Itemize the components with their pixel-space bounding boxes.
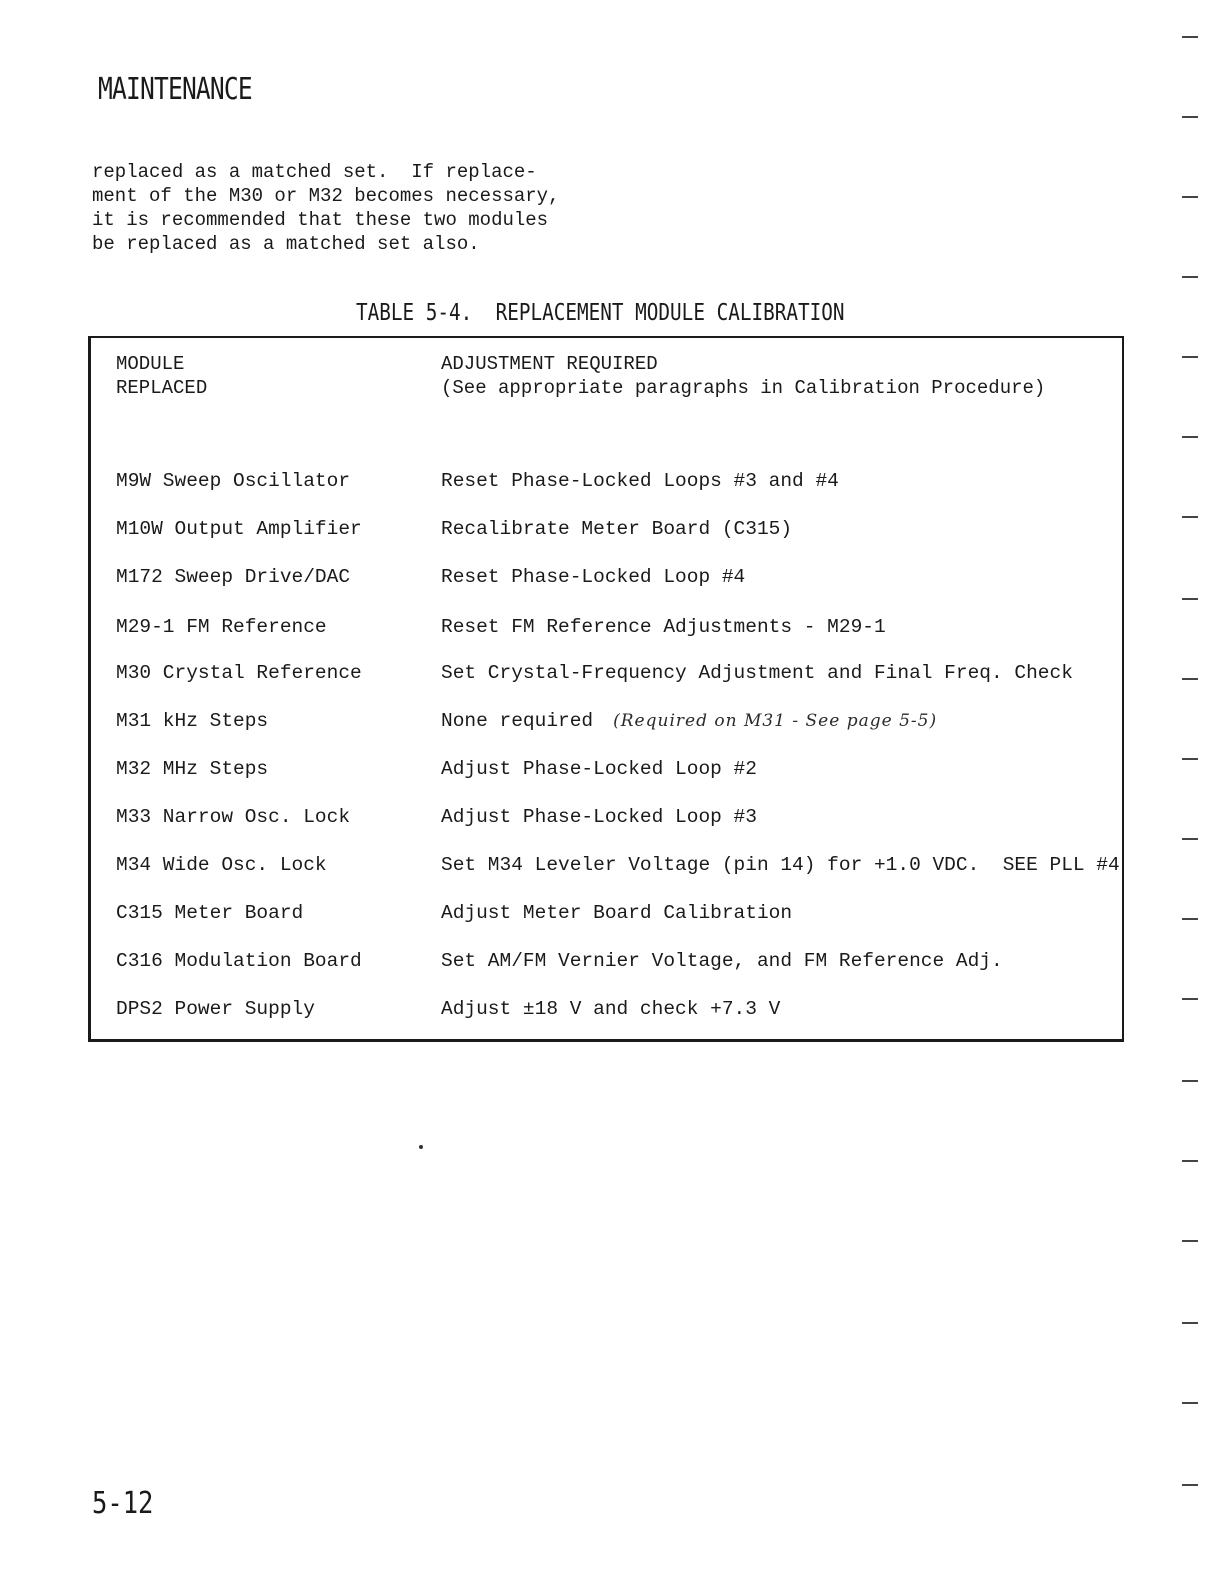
binder-edge-mark [1182, 1322, 1198, 1324]
column-header-module [116, 352, 207, 400]
column-header-line: (See appropriate paragraphs in Calibration Procedure) [441, 377, 1046, 399]
table-caption: TABLE 5-4. REPLACEMENT MODULE CALIBRATION [356, 300, 845, 326]
adjustment-cell: Adjust Meter Board Calibration [441, 902, 793, 924]
calibration-table [88, 336, 1124, 1042]
table-row [91, 758, 1122, 788]
binder-edge-mark [1182, 758, 1198, 760]
table-row [91, 806, 1122, 836]
binder-edge-mark [1182, 1402, 1198, 1404]
module-cell: M29-1 FM Reference [116, 616, 327, 638]
adjustment-cell: Reset Phase-Locked Loop #4 [441, 566, 746, 588]
adjustment-cell: Set Crystal-Frequency Adjustment and Final Freq. Check [441, 662, 1073, 684]
module-cell: M172 Sweep Drive/DAC [116, 566, 351, 588]
binder-edge-mark [1182, 516, 1198, 518]
table-row [91, 854, 1122, 884]
table-row [91, 566, 1122, 596]
binder-edge-mark [1182, 598, 1198, 600]
module-cell: M31 kHz Steps [116, 710, 269, 732]
module-cell: M30 Crystal Reference [116, 662, 362, 684]
adjustment-cell: Recalibrate Meter Board (C315) [441, 518, 793, 540]
binder-edge-mark [1182, 1160, 1198, 1162]
intro-paragraph [92, 160, 572, 256]
module-cell: C316 Modulation Board [116, 950, 362, 972]
table-row [91, 616, 1122, 646]
scan-speck [419, 1145, 423, 1149]
section-title: MAINTENANCE [98, 72, 252, 107]
module-cell: M33 Narrow Osc. Lock [116, 806, 351, 828]
binder-edge-mark [1182, 1240, 1198, 1242]
module-cell: M10W Output Amplifier [116, 518, 362, 540]
table-row [91, 662, 1122, 692]
intro-line: it is recommended that these two modules [92, 209, 549, 231]
binder-edge-mark [1182, 36, 1198, 38]
adjustment-text: None required [441, 710, 594, 732]
binder-edge-mark [1182, 678, 1198, 680]
column-header-line: ADJUSTMENT REQUIRED [441, 353, 658, 375]
column-header-line: MODULE [116, 353, 185, 375]
table-row [91, 902, 1122, 932]
binder-edge-mark [1182, 998, 1198, 1000]
intro-line: be replaced as a matched set also. [92, 233, 480, 255]
table-row [91, 998, 1122, 1028]
adjustment-cell: Adjust ±18 V and check +7.3 V [441, 998, 781, 1020]
module-cell: M9W Sweep Oscillator [116, 470, 351, 492]
module-cell: C315 Meter Board [116, 902, 304, 924]
binder-edge-mark [1182, 1080, 1198, 1082]
column-header-line: REPLACED [116, 377, 208, 399]
module-cell: M32 MHz Steps [116, 758, 269, 780]
handwritten-note: (Required on M31 - See page 5-5) [613, 711, 938, 731]
table-row [91, 470, 1122, 500]
adjustment-cell: Reset Phase-Locked Loops #3 and #4 [441, 470, 839, 492]
binder-edge-mark [1182, 1484, 1198, 1486]
adjustment-cell: Set AM/FM Vernier Voltage, and FM Reference Adj. [441, 950, 1003, 972]
adjustment-cell [441, 710, 937, 732]
binder-edge-mark [1182, 116, 1198, 118]
adjustment-cell: Reset FM Reference Adjustments - M29-1 [441, 616, 886, 638]
binder-edge-mark [1182, 436, 1198, 438]
module-cell: DPS2 Power Supply [116, 998, 315, 1020]
binder-edge-mark [1182, 196, 1198, 198]
table-row [91, 518, 1122, 548]
intro-line: ment of the M30 or M32 becomes necessary, [92, 185, 560, 207]
binder-edge-mark [1182, 918, 1198, 920]
table-row [91, 710, 1122, 740]
adjustment-cell: Adjust Phase-Locked Loop #3 [441, 806, 757, 828]
intro-line: replaced as a matched set. If replace- [92, 161, 537, 183]
adjustment-cell: Adjust Phase-Locked Loop #2 [441, 758, 757, 780]
binder-edge-mark [1182, 356, 1198, 358]
column-header-adjustment [441, 352, 1045, 400]
page-number: 5-12 [92, 1486, 154, 1521]
module-cell: M34 Wide Osc. Lock [116, 854, 327, 876]
binder-edge-mark [1182, 838, 1198, 840]
binder-edge-mark [1182, 276, 1198, 278]
adjustment-cell: Set M34 Leveler Voltage (pin 14) for +1.0 VDC. SEE PLL #4 [441, 854, 1120, 876]
table-row [91, 950, 1122, 980]
